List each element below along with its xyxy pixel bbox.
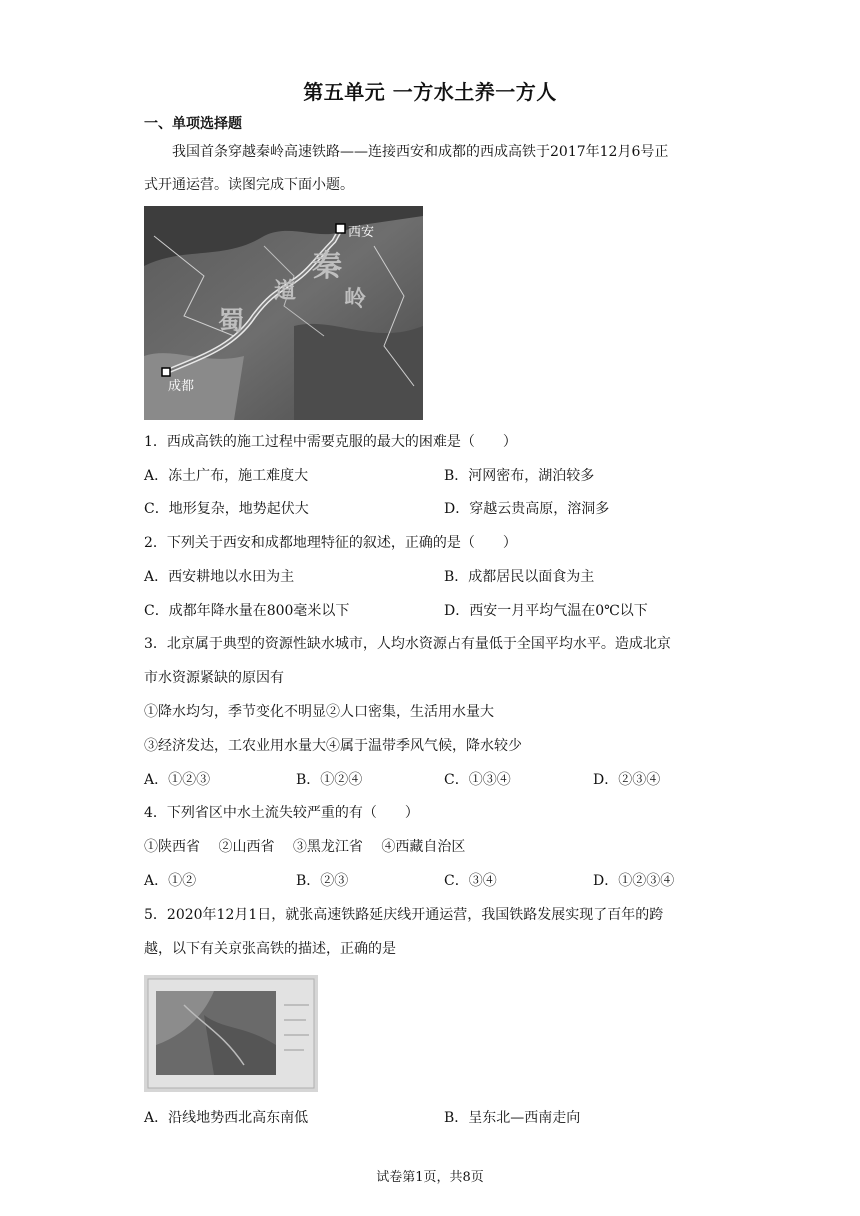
- map-label-shu: 蜀: [218, 307, 245, 337]
- intro-line-2: 式开通运营。读图完成下面小题。: [144, 177, 354, 193]
- q5-stem-1: 5．2020年12月1日，就张高速铁路延庆线开通运营，我国铁路发展实现了百年的跨: [144, 907, 664, 923]
- map-label-xian: 西安: [348, 225, 375, 240]
- section-heading: 一、单项选择题: [144, 116, 242, 132]
- q2-option-c: C．成都年降水量在800毫米以下: [144, 603, 350, 619]
- q4-option-b: B．②③: [296, 873, 349, 889]
- intro-line-1: 我国首条穿越秦岭高速铁路——连接西安和成都的西成高铁于2017年12月6号正: [172, 144, 669, 160]
- q3-option-d: D．②③④: [593, 772, 661, 788]
- q5-option-a: A．沿线地势西北高东南低: [144, 1110, 309, 1126]
- q3-items-2: ③经济发达，工农业用水量大④属于温带季风气候，降水较少: [144, 738, 522, 754]
- map-label-dao: 道: [274, 279, 297, 304]
- map-label-chengdu: 成都: [168, 379, 195, 394]
- q1-option-a: A．冻土广布，施工难度大: [144, 468, 309, 484]
- chengdu-marker: [162, 368, 170, 376]
- q2-stem: 2．下列关于西安和成都地理特征的叙述，正确的是（ ）: [144, 535, 517, 551]
- q1-option-c: C．地形复杂，地势起伏大: [144, 501, 309, 517]
- q3-option-c: C．①③④: [444, 772, 511, 788]
- page-footer: 试卷第1页，共8页: [376, 1170, 484, 1185]
- xian-marker: [336, 224, 345, 233]
- q1-option-d: D．穿越云贵高原，溶洞多: [444, 501, 610, 517]
- q2-option-a: A．西安耕地以水田为主: [144, 569, 295, 585]
- q4-stem: 4．下列省区中水土流失较严重的有（ ）: [144, 805, 419, 821]
- q3-items-1: ①降水均匀，季节变化不明显②人口密集，生活用水量大: [144, 704, 494, 720]
- q5-stem-2: 越，以下有关京张高铁的描述，正确的是: [144, 941, 396, 957]
- q2-option-d: D．西安一月平均气温在0℃以下: [444, 603, 648, 619]
- jingzhang-railway-photo: [144, 975, 318, 1092]
- q4-option-d: D．①②③④: [593, 873, 675, 889]
- xicheng-railway-map: [144, 206, 423, 420]
- q4-items: ①陕西省 ②山西省 ③黑龙江省 ④西藏自治区: [144, 839, 466, 855]
- q3-stem-1: 3．北京属于典型的资源性缺水城市，人均水资源占有量低于全国平均水平。造成北京: [144, 636, 671, 652]
- q2-option-b: B．成都居民以面食为主: [444, 569, 595, 585]
- q3-option-a: A．①②③: [144, 772, 211, 788]
- page-title: 第五单元 一方水土养一方人: [303, 80, 557, 104]
- q1-stem: 1．西成高铁的施工过程中需要克服的最大的困难是（ ）: [144, 434, 517, 450]
- map-label-ling: 岭: [344, 287, 367, 312]
- q4-option-c: C．③④: [444, 873, 497, 889]
- map-label-qin: 秦: [312, 249, 342, 284]
- q3-stem-2: 市水资源紧缺的原因有: [144, 670, 284, 686]
- q1-option-b: B．河网密布，湖泊较多: [444, 468, 595, 484]
- q5-option-b: B．呈东北—西南走向: [444, 1110, 581, 1126]
- q4-option-a: A．①②: [144, 873, 197, 889]
- q3-option-b: B．①②④: [296, 772, 363, 788]
